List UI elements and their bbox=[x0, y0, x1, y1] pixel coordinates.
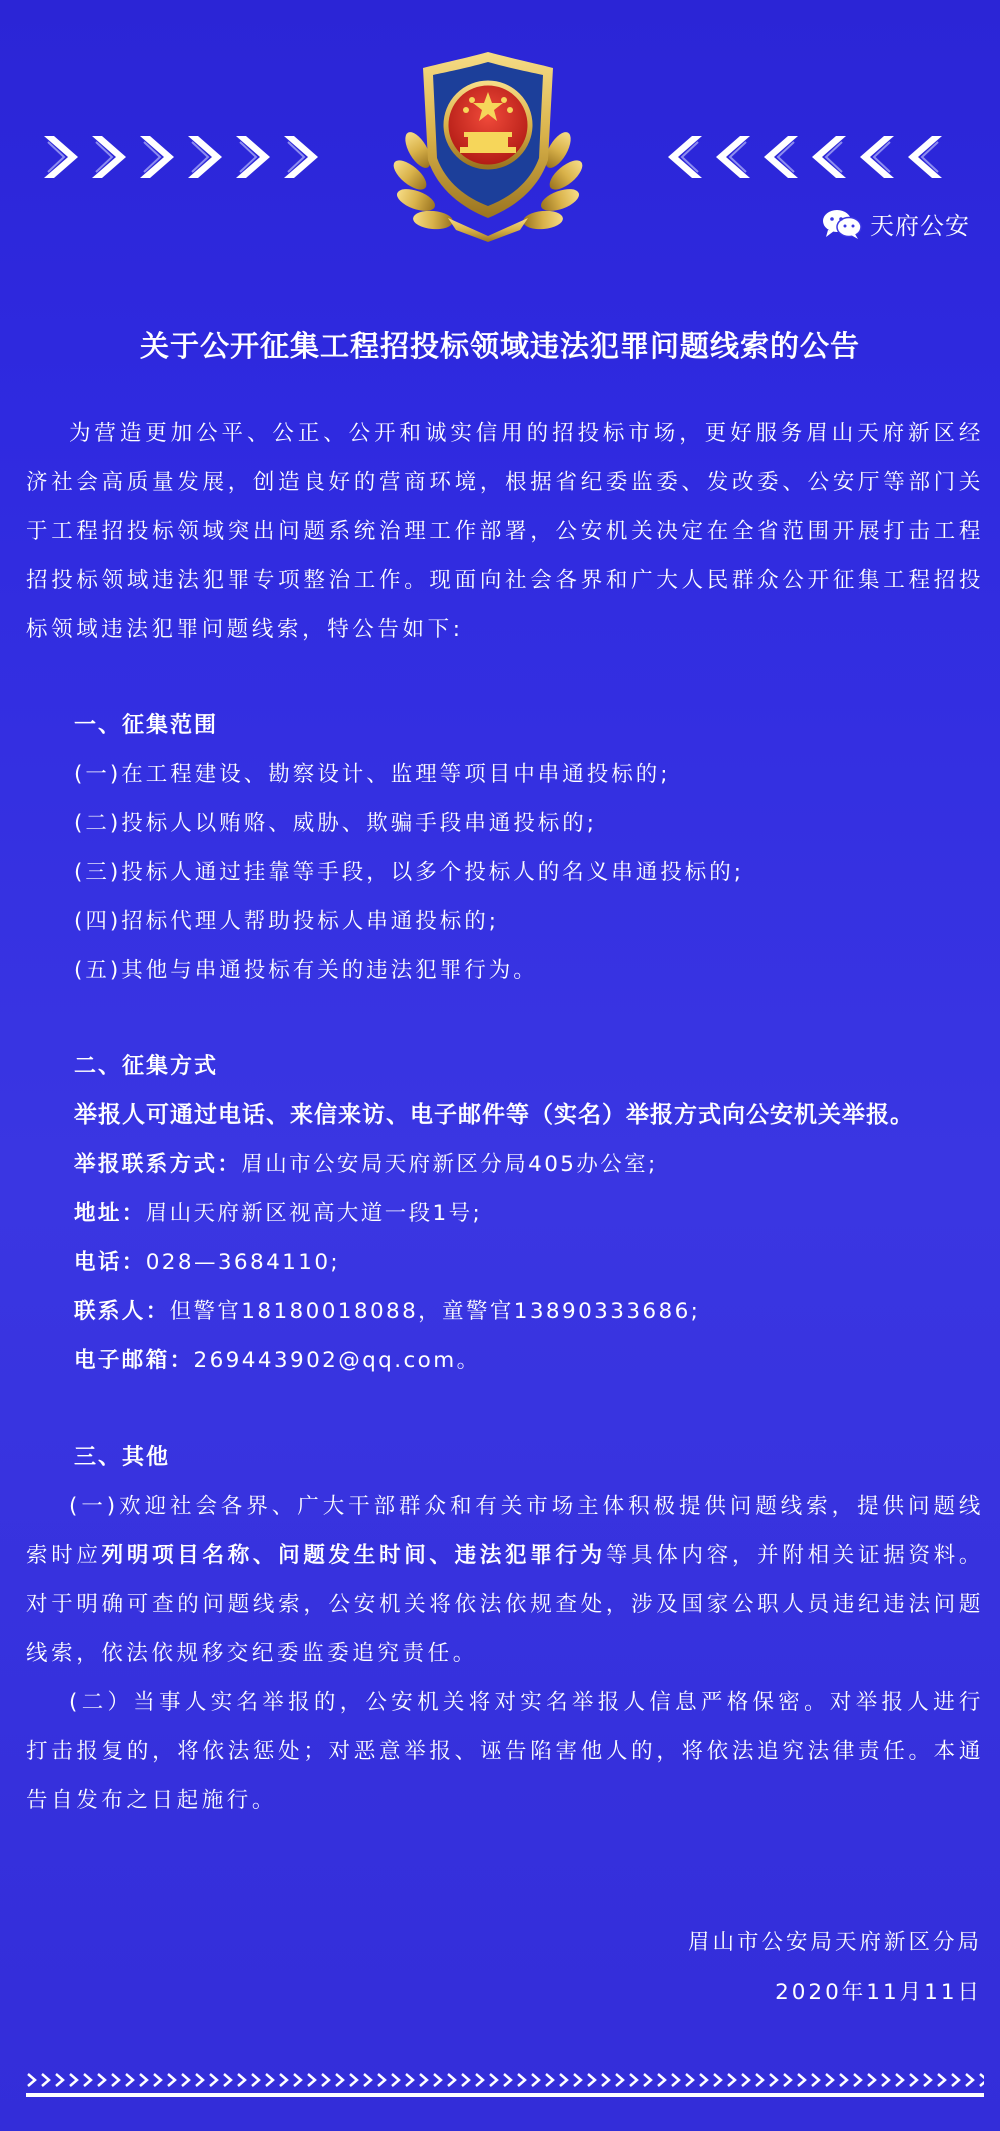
section-2 bbox=[26, 1042, 984, 1385]
list-item: (二)投标人以贿赂、威胁、欺骗手段串通投标的; bbox=[74, 811, 598, 836]
intro-block bbox=[26, 409, 984, 654]
right-chevron-row bbox=[660, 132, 948, 182]
section-3-paragraph-2: (二）当事人实名举报的，公安机关将对实名举报人信息严格保密。对举报人进行打击报复的，将依法惩处；对恶意举报、诬告陷害他人的，将依法追究法律责任。本通告自发布之日起施行。 bbox=[26, 1690, 984, 1813]
chevron-right-icon bbox=[278, 132, 326, 182]
police-emblem-icon bbox=[388, 40, 588, 245]
left-chevron-row bbox=[38, 132, 326, 182]
phone-label: 电话： bbox=[74, 1250, 146, 1275]
chevron-left-icon bbox=[852, 132, 900, 182]
paragraph-text: 等具体内容，并附相关证据资料。对于明确可查的问题线索，公安机关将依法依规查处，涉及国家公职人员违纪违法问题线索，依法依规移交纪委监委追究责任。 bbox=[26, 1543, 984, 1666]
list-item: (一)在工程建设、勘察设计、监理等项目中串通投标的; bbox=[74, 762, 671, 787]
contact-person-label: 联系人： bbox=[74, 1299, 170, 1324]
wechat-icon bbox=[822, 208, 862, 240]
email-label: 电子邮箱： bbox=[74, 1348, 194, 1373]
list-item: (三)投标人通过挂靠等手段，以多个投标人的名义串通投标的; bbox=[74, 860, 745, 885]
contact-person-row bbox=[26, 1287, 984, 1336]
paragraph-text: (一)欢迎社会各界、广大干部群众和有关市场主体积极提供问题线索，提供问题线索时应 bbox=[26, 1494, 984, 1568]
chevron-right-icon bbox=[182, 132, 230, 182]
section-3 bbox=[26, 1433, 984, 1825]
signature-org: 眉山市公安局天府新区分局 bbox=[687, 1930, 982, 1955]
section-1 bbox=[26, 701, 984, 995]
page-title: 关于公开征集工程招投标领域违法犯罪问题线索的公告 bbox=[139, 329, 860, 363]
header-banner bbox=[0, 0, 1000, 280]
chevron-right-icon bbox=[230, 132, 278, 182]
email-value: 269443902@qq.com。 bbox=[193, 1348, 481, 1373]
email-row bbox=[26, 1336, 984, 1385]
chevron-left-icon bbox=[900, 132, 948, 182]
brand-label bbox=[822, 206, 970, 241]
chevron-right-icon bbox=[134, 132, 182, 182]
section-2-heading: 二、征集方式 bbox=[74, 1054, 219, 1079]
brand-name: 天府公安 bbox=[870, 212, 970, 240]
chevron-left-icon bbox=[756, 132, 804, 182]
chevron-left-icon bbox=[804, 132, 852, 182]
section-3-heading: 三、其他 bbox=[74, 1445, 171, 1470]
footer-chevron-band bbox=[26, 2072, 984, 2100]
list-item: (五)其他与串通投标有关的违法犯罪行为。 bbox=[74, 958, 538, 983]
contact-label: 举报联系方式： bbox=[74, 1152, 242, 1177]
emphasis-text: 列明项目名称、问题发生时间、违法犯罪行为 bbox=[101, 1543, 606, 1568]
section-3-paragraph-1 bbox=[26, 1482, 984, 1678]
chevron-right-icon bbox=[38, 132, 86, 182]
intro-paragraph: 为营造更加公平、公正、公开和诚实信用的招投标市场，更好服务眉山天府新区经济社会高质量发展，创造良好的营商环境，根据省纪委监委、发改委、公安厅等部门关于工程招投标领域突出问题系统治理工作部署，公安机关决定在全省范围开展打击工程招投标领域违法犯罪专项整治工作。现面向社会各界和广大人民群众公开征集工程招投标领域违法犯罪问题线索，特公告如下: bbox=[26, 421, 984, 642]
phone-row bbox=[26, 1238, 984, 1287]
chevron-right-icon bbox=[86, 132, 134, 182]
signature-date: 2020年11月11日 bbox=[775, 1980, 982, 2005]
chevron-left-icon bbox=[708, 132, 756, 182]
chevron-left-icon bbox=[660, 132, 708, 182]
phone-value: 028—3684110; bbox=[145, 1250, 341, 1275]
contact-row bbox=[26, 1140, 984, 1189]
list-item: (四)招标代理人帮助投标人串通投标的; bbox=[74, 909, 500, 934]
address-value: 眉山天府新区视高大道一段1号; bbox=[145, 1201, 483, 1226]
address-label: 地址： bbox=[74, 1201, 146, 1226]
address-row bbox=[26, 1189, 984, 1238]
report-method-lead: 举报人可通过电话、来信来访、电子邮件等（实名）举报方式向公安机关举报。 bbox=[74, 1102, 914, 1128]
contact-value: 眉山市公安局天府新区分局405办公室; bbox=[241, 1152, 658, 1177]
contact-person-value: 但警官18180018088，童警官13890333686; bbox=[169, 1299, 701, 1324]
section-1-heading: 一、征集范围 bbox=[74, 713, 219, 738]
